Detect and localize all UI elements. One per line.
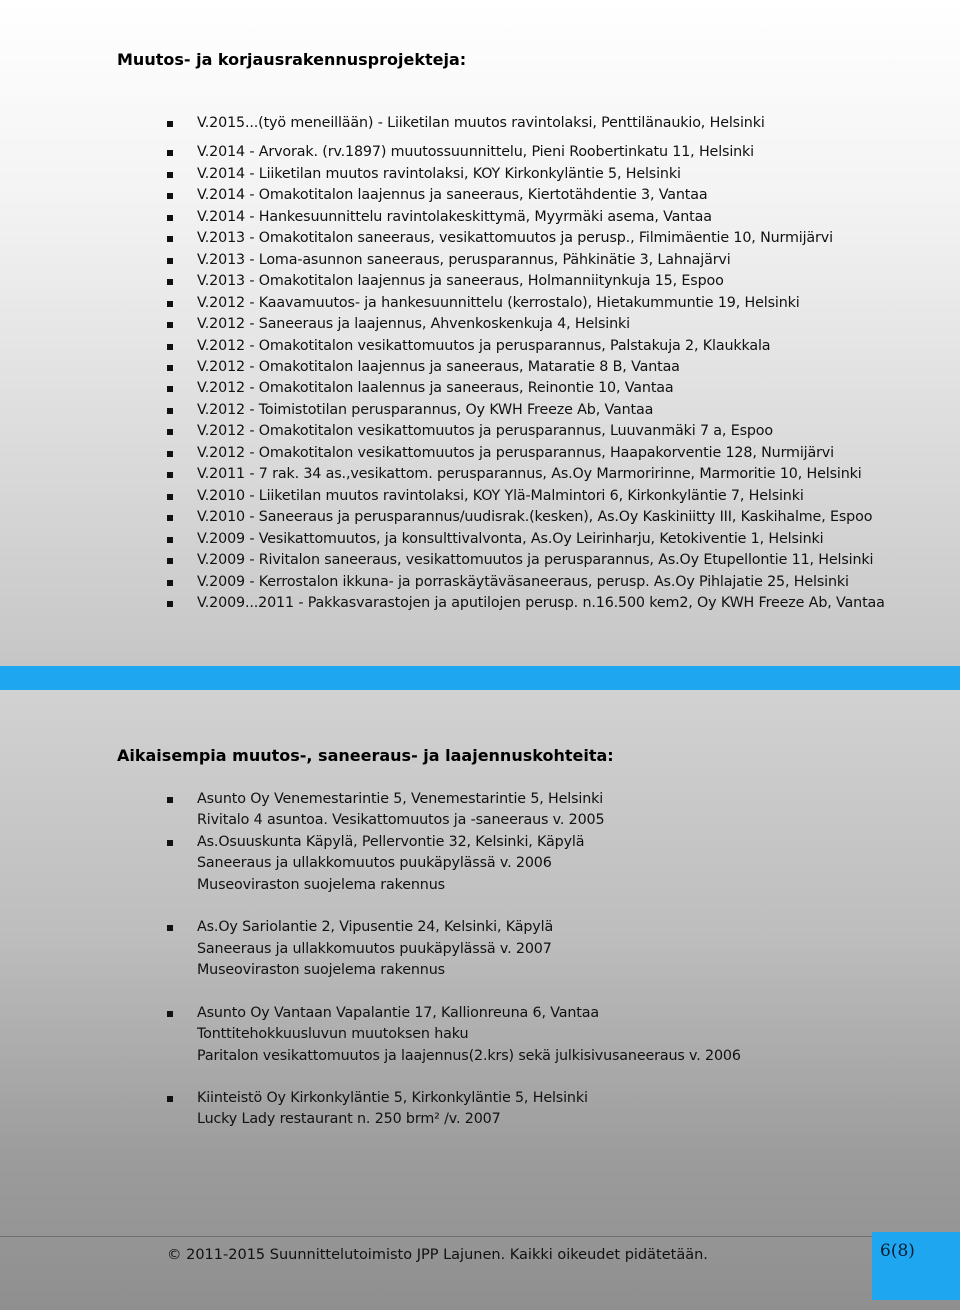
list-item: V.2012 - Omakotitalon vesikattomuutos ja perusparannus, Haapakorventie 128, Nurmijärvi	[0, 443, 885, 464]
square-bullet-icon	[167, 580, 173, 586]
square-bullet-icon	[167, 797, 173, 803]
list-item: V.2012 - Kaavamuutos- ja hankesuunnittelu (kerrostalo), Hietakummuntie 19, Helsinki	[0, 293, 885, 314]
list-item: V.2012 - Omakotitalon vesikattomuutos ja perusparannus, Palstakuja 2, Klaukkala	[0, 336, 885, 357]
square-bullet-icon	[167, 279, 173, 285]
square-bullet-icon	[167, 1011, 173, 1017]
square-bullet-icon	[167, 840, 173, 846]
square-bullet-icon	[167, 925, 173, 931]
list-item: V.2010 - Liiketilan muutos ravintolaksi, KOY Ylä-Malmintori 6, Kirkonkyläntie 7, Helsinki	[0, 486, 885, 507]
square-bullet-icon	[167, 344, 173, 350]
square-bullet-icon	[167, 386, 173, 392]
list-item: V.2012 - Omakotitalon laajennus ja saneeraus, Mataratie 8 B, Vantaa	[0, 357, 885, 378]
square-bullet-icon	[167, 301, 173, 307]
list-item: V.2009...2011 - Pakkasvarastojen ja aputilojen perusp. n.16.500 kem2, Oy KWH Freeze Ab, Vantaa	[0, 593, 885, 614]
renovation-projects-list	[0, 113, 885, 614]
list-item: As.Osuuskunta Käpylä, Pellervontie 32, Kelsinki, Käpylä Saneeraus ja ullakkomuutos puukäpylässä v. 2006 Museoviraston suojelema rakennus	[0, 832, 741, 896]
square-bullet-icon	[167, 236, 173, 242]
square-bullet-icon	[167, 150, 173, 156]
square-bullet-icon	[167, 558, 173, 564]
square-bullet-icon	[167, 365, 173, 371]
square-bullet-icon	[167, 601, 173, 607]
footer-divider	[0, 1236, 872, 1237]
list-item: V.2012 - Omakotitalon vesikattomuutos ja perusparannus, Luuvanmäki 7 a, Espoo	[0, 421, 885, 442]
list-item: V.2015...(työ meneillään) - Liiketilan muutos ravintolaksi, Penttilänaukio, Helsinki	[0, 113, 885, 134]
list-item: V.2012 - Saneeraus ja laajennus, Ahvenkoskenkuja 4, Helsinki	[0, 314, 885, 335]
list-item: Asunto Oy Vantaan Vapalantie 17, Kallionreuna 6, Vantaa Tonttitehokkuusluvun muutoksen haku Paritalon vesikattomuutos ja laajennus(2.krs) sekä julkisivusaneeraus v. 2006	[0, 1003, 741, 1067]
list-item: V.2014 - Arvorak. (rv.1897) muutossuunnittelu, Pieni Roobertinkatu 11, Helsinki	[0, 142, 885, 163]
square-bullet-icon	[167, 215, 173, 221]
square-bullet-icon	[167, 408, 173, 414]
list-item: V.2013 - Omakotitalon laajennus ja saneeraus, Holmanniitynkuja 15, Espoo	[0, 271, 885, 292]
square-bullet-icon	[167, 172, 173, 178]
list-item: V.2009 - Rivitalon saneeraus, vesikattomuutos ja perusparannus, As.Oy Etupellontie 11, Helsinki	[0, 550, 885, 571]
square-bullet-icon	[167, 322, 173, 328]
list-item: V.2009 - Kerrostalon ikkuna- ja porraskäytäväsaneeraus, perusp. As.Oy Pihlajatie 25, Helsinki	[0, 572, 885, 593]
list-item: V.2012 - Toimistotilan perusparannus, Oy KWH Freeze Ab, Vantaa	[0, 400, 885, 421]
square-bullet-icon	[167, 515, 173, 521]
list-item: V.2013 - Omakotitalon saneeraus, vesikattomuutos ja perusp., Filmimäentie 10, Nurmijärvi	[0, 228, 885, 249]
square-bullet-icon	[167, 258, 173, 264]
square-bullet-icon	[167, 121, 173, 127]
footer-copyright: © 2011-2015 Suunnittelutoimisto JPP Lajunen. Kaikki oikeudet pidätetään.	[167, 1247, 708, 1263]
list-item: V.2009 - Vesikattomuutos, ja konsulttivalvonta, As.Oy Leirinharju, Ketokiventie 1, Helsinki	[0, 529, 885, 550]
heading-earlier-projects: Aikaisempia muutos-, saneeraus- ja laajennuskohteita:	[117, 746, 614, 765]
list-item: V.2014 - Omakotitalon laajennus ja saneeraus, Kiertotähdentie 3, Vantaa	[0, 185, 885, 206]
list-item: Kiinteistö Oy Kirkonkyläntie 5, Kirkonkyläntie 5, Helsinki Lucky Lady restaurant n. 250 brm² /v. 2007	[0, 1088, 741, 1131]
page-number: 6(8)	[880, 1241, 915, 1261]
square-bullet-icon	[167, 1096, 173, 1102]
earlier-projects-list	[0, 789, 741, 1131]
square-bullet-icon	[167, 193, 173, 199]
list-item: V.2010 - Saneeraus ja perusparannus/uudisrak.(kesken), As.Oy Kaskiniitty III, Kaskihalme, Espoo	[0, 507, 885, 528]
square-bullet-icon	[167, 537, 173, 543]
square-bullet-icon	[167, 451, 173, 457]
list-item: As.Oy Sariolantie 2, Vipusentie 24, Kelsinki, Käpylä Saneeraus ja ullakkomuutos puukäpylässä v. 2007 Museoviraston suojelema rakennus	[0, 917, 741, 981]
heading-renovation-projects: Muutos- ja korjausrakennusprojekteja:	[117, 50, 467, 69]
list-item: V.2014 - Hankesuunnittelu ravintolakeskittymä, Myyrmäki asema, Vantaa	[0, 207, 885, 228]
list-item: Asunto Oy Venemestarintie 5, Venemestarintie 5, Helsinki Rivitalo 4 asuntoa. Vesikattomuutos ja -saneeraus v. 2005	[0, 789, 741, 832]
square-bullet-icon	[167, 429, 173, 435]
list-item: V.2014 - Liiketilan muutos ravintolaksi, KOY Kirkonkyläntie 5, Helsinki	[0, 164, 885, 185]
blue-divider-band	[0, 666, 960, 690]
square-bullet-icon	[167, 472, 173, 478]
list-item: V.2012 - Omakotitalon laalennus ja saneeraus, Reinontie 10, Vantaa	[0, 378, 885, 399]
square-bullet-icon	[167, 494, 173, 500]
list-item: V.2011 - 7 rak. 34 as.,vesikattom. perusparannus, As.Oy Marmoririnne, Marmoritie 10, Helsinki	[0, 464, 885, 485]
list-item: V.2013 - Loma-asunnon saneeraus, perusparannus, Pähkinätie 3, Lahnajärvi	[0, 250, 885, 271]
